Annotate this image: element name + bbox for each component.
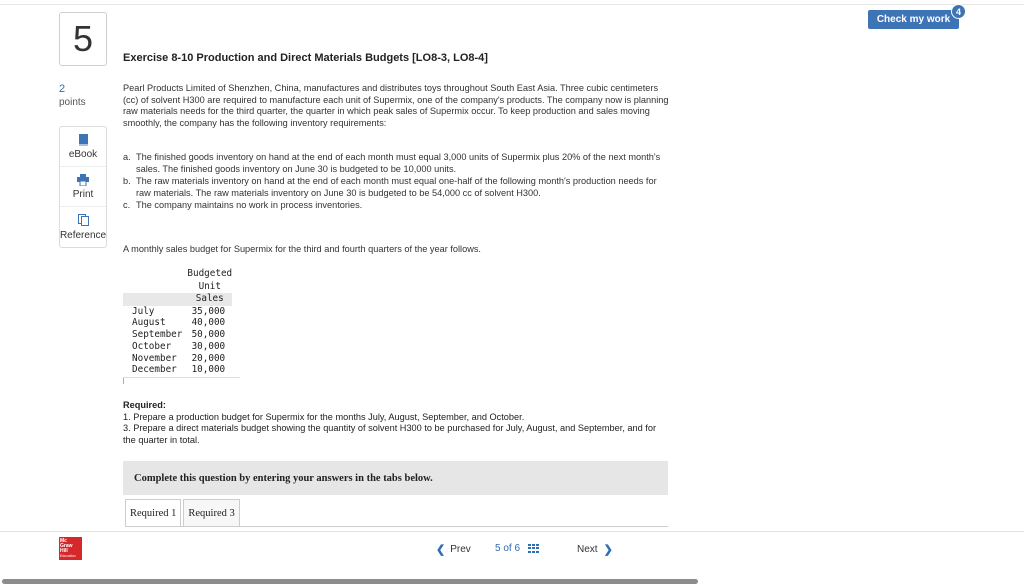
month-cell: September xyxy=(132,329,183,341)
next-label: Next xyxy=(577,544,598,555)
table-header: Budgeted xyxy=(187,268,233,279)
page-of: of xyxy=(503,543,512,554)
month-cell: October xyxy=(132,340,172,352)
ebook-button[interactable] xyxy=(60,127,106,167)
required-item-3: 3. Prepare a direct materials budget showing the quantity of solvent H300 to be purchased for July, August, and September, and for the quarter in total. xyxy=(123,423,657,445)
grid-icon[interactable] xyxy=(528,544,539,554)
logo-line: Mc xyxy=(60,538,67,544)
check-my-work-button[interactable]: Check my work xyxy=(868,10,959,29)
table-header: Sales xyxy=(187,293,232,306)
required-section xyxy=(123,400,671,446)
reference-label: Reference xyxy=(59,229,107,241)
month-cell: August xyxy=(132,317,166,329)
page-total: 6 xyxy=(514,543,521,554)
tabs-divider xyxy=(125,526,668,527)
sales-budget-table xyxy=(123,268,232,376)
print-label: Print xyxy=(72,189,94,200)
table-row xyxy=(123,364,232,376)
reference-button[interactable] xyxy=(60,207,106,247)
value-cell: 50,000 xyxy=(191,329,226,341)
table-row xyxy=(123,341,232,353)
answer-tabs xyxy=(125,499,240,527)
points-info xyxy=(59,83,86,109)
value-cell: 35,000 xyxy=(191,305,226,317)
requirement-item xyxy=(123,176,671,199)
print-button[interactable] xyxy=(60,167,106,207)
exercise-title: Exercise 8-10 Production and Direct Materials Budgets [LO8-3, LO8-4] xyxy=(123,52,488,64)
required-item-1: 1. Prepare a production budget for Supermix for the months July, August, September, and October. xyxy=(123,411,525,422)
value-cell: 10,000 xyxy=(191,364,226,376)
chevron-right-icon: ❯ xyxy=(603,544,613,556)
logo-line: Hill xyxy=(60,548,68,554)
question-number: 5 xyxy=(72,18,94,59)
requirement-text: The company maintains no work in process inventories. xyxy=(136,200,363,210)
value-cell: 30,000 xyxy=(191,340,226,352)
page-indicator xyxy=(495,543,539,554)
value-cell: 20,000 xyxy=(191,352,226,364)
question-navigation xyxy=(0,538,1024,557)
chevron-left-icon: ❮ xyxy=(436,544,446,556)
sales-note: A monthly sales budget for Supermix for the third and fourth quarters of the year follows. xyxy=(123,244,481,254)
exercise-intro: Pearl Products Limited of Shenzhen, China, manufactures and distributes toys throughout South East Asia. Three cubic centimeters (cc) of solvent H300 are required to manufacture each unit of Supermix, one of the company's products. The company now is planning raw materials needs for the third quarter, the quarter in which peak sales of Supermix occur. To keep production and sales moving smoothly, the company has the following inventory requirements: xyxy=(123,83,669,128)
requirement-label: b. xyxy=(123,176,131,186)
table-edge xyxy=(123,378,240,384)
value-cell: 40,000 xyxy=(191,317,226,329)
table-row xyxy=(123,317,232,329)
table-row xyxy=(123,353,232,365)
reference-icon xyxy=(78,214,89,227)
required-heading: Required: xyxy=(123,400,166,410)
logo-line: Education xyxy=(60,554,76,558)
requirement-item xyxy=(123,152,671,175)
requirement-label: c. xyxy=(123,200,131,210)
top-divider xyxy=(0,4,1024,5)
logo-line: Graw xyxy=(60,543,73,549)
page-current: 5 xyxy=(495,543,501,554)
month-cell: December xyxy=(132,364,177,376)
tools-panel xyxy=(59,126,107,248)
requirement-text: The raw materials inventory on hand at the end of each month must equal one-half of the following month's production needs for raw materials. The raw materials inventory on June 30 is budgeted to be 54,000 cc of solvent H300. xyxy=(136,176,657,198)
table-row xyxy=(123,306,232,318)
inventory-requirements xyxy=(123,152,671,213)
requirement-text: The finished goods inventory on hand at the end of each month must equal 3,000 units of Supermix plus 20% of the next month's sales. The finished goods inventory on June 30 is budgeted to be 10,000 units. xyxy=(136,152,661,174)
table-header: Unit xyxy=(198,280,221,292)
prev-label: Prev xyxy=(450,544,471,555)
next-button[interactable] xyxy=(577,543,613,556)
instructions-banner: Complete this question by entering your answers in the tabs below. xyxy=(123,461,668,495)
prev-button[interactable] xyxy=(436,543,471,556)
table-row xyxy=(123,329,232,341)
tab-required-1[interactable]: Required 1 xyxy=(125,499,181,527)
check-attempts-badge: 4 xyxy=(951,4,966,19)
tab-required-3[interactable]: Required 3 xyxy=(183,499,239,527)
requirement-label: a. xyxy=(123,152,131,162)
ebook-label: eBook xyxy=(68,149,98,160)
points-label: points xyxy=(59,97,86,108)
printer-icon xyxy=(77,173,89,186)
month-cell: July xyxy=(132,305,155,317)
question-number-box xyxy=(59,12,107,66)
requirement-item xyxy=(123,200,671,212)
book-icon xyxy=(78,133,89,146)
footer-divider xyxy=(0,531,1024,532)
month-cell: November xyxy=(132,352,177,364)
points-value: 2 xyxy=(59,83,66,95)
horizontal-scrollbar[interactable] xyxy=(2,579,698,584)
